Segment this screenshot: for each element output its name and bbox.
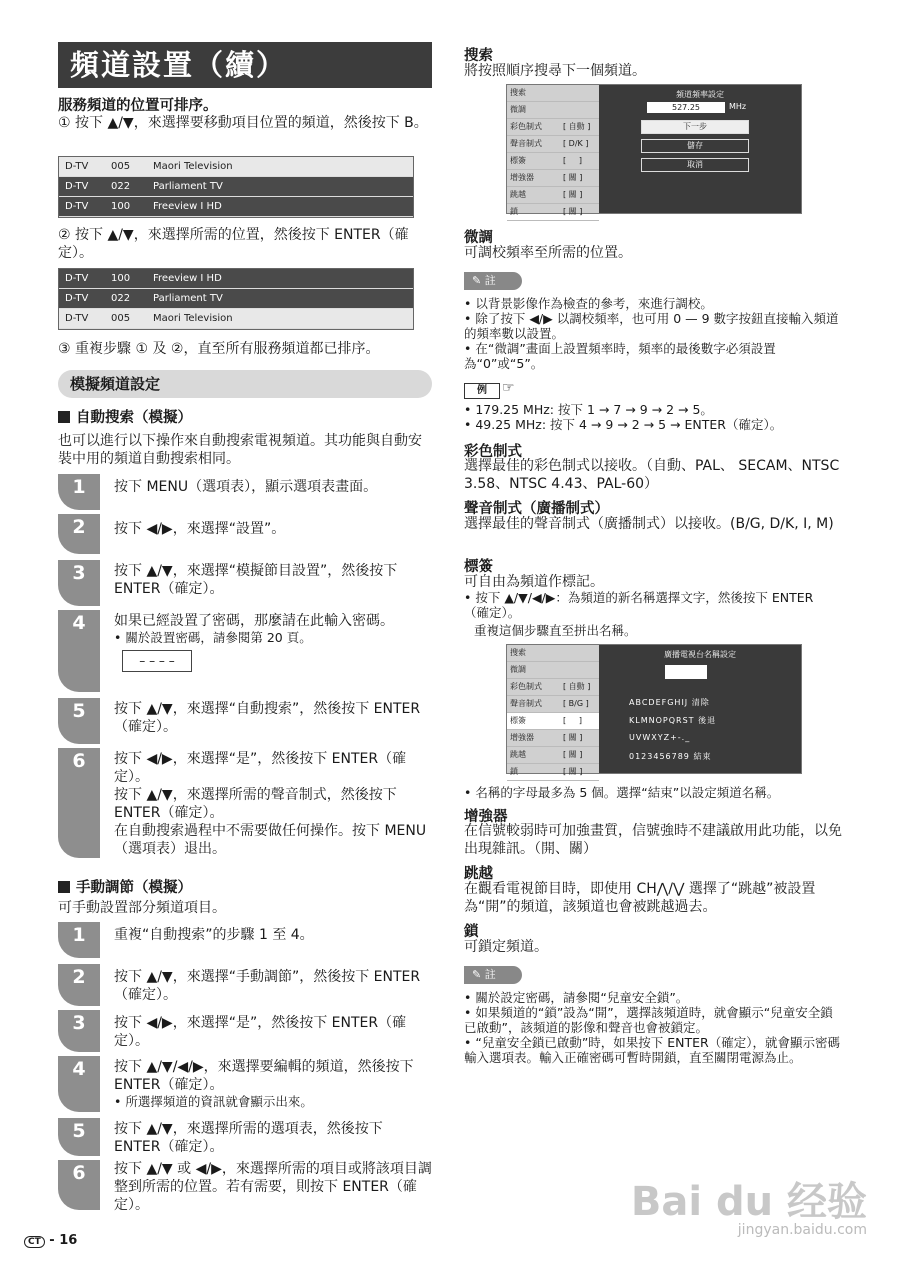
- page-number: 16: [59, 1233, 78, 1248]
- char-row[interactable]: KLMNOPQRST 後退: [629, 716, 717, 725]
- cancel-button[interactable]: 取消: [641, 158, 749, 172]
- color-heading: 彩色制式: [464, 444, 522, 460]
- panel-title: 頻道頻率設定: [676, 90, 724, 99]
- table-row: D-TV 100 Freeview I HD: [59, 197, 413, 217]
- next-button[interactable]: 下一步: [641, 120, 749, 134]
- password-input[interactable]: – – – –: [122, 650, 192, 672]
- manual-step-text: 重複“自動搜索”的步驟 1 至 4。: [114, 927, 314, 943]
- example-tag: 例: [464, 383, 500, 399]
- page-title: 頻道設置（續）: [58, 42, 432, 88]
- menu-item: 標簽 [ ]: [507, 153, 599, 170]
- menu-item: 標簽 [ ]: [507, 713, 599, 730]
- label-heading: 標簽: [464, 559, 493, 575]
- manual-step-text: 按下 ▲/▼，來選擇所需的選項表，然後按下 ENTER（確定）。: [114, 1121, 383, 1155]
- auto-step-text: 按下 MENU（選項表），顯示選項表畫面。: [114, 479, 378, 495]
- manual-step-subnote: • 所選擇頻道的資訊就會顯示出來。: [114, 1094, 313, 1109]
- example-list: • 179.25 MHz: 按下 1 → 7 → 9 → 2 → 5。 • 49.25 MHz: 按下 4 → 9 → 2 → 5 → ENTER（確定）。: [464, 402, 783, 432]
- skip-heading: 跳越: [464, 866, 493, 882]
- step-badge: 1: [58, 922, 100, 958]
- note-tag: ✎ 註: [464, 272, 522, 290]
- watermark-url: jingyan.baidu.com: [737, 1222, 867, 1238]
- table-row: D-TV 022 Parliament TV: [59, 177, 413, 197]
- lock-text: 可鎖定頻道。: [464, 939, 548, 955]
- menu-screenshot-label: [506, 644, 802, 774]
- step-badge: 1: [58, 474, 100, 510]
- step-badge: 3: [58, 1010, 100, 1052]
- step-badge: 4: [58, 610, 100, 692]
- channel-table-before: [58, 156, 414, 218]
- booster-heading: 增強器: [464, 809, 508, 825]
- color-text: 選擇最佳的彩色制式以接收。（自動、PAL、 SECAM、NTSC 3.58、NTSC 4.43、PAL-60）: [464, 458, 840, 492]
- menu-item: 鎖 [ 關 ]: [507, 764, 599, 781]
- menu-item: 聲音制式 [ D/K ]: [507, 136, 599, 153]
- page-footer: CT - 16: [24, 1233, 77, 1248]
- manual-step-text: 按下 ◀/▶，來選擇“是”，然後按下 ENTER（確定）。: [114, 1015, 407, 1049]
- sort-step2: ② 按下 ▲/▼，來選擇所需的位置，然後按下 ENTER（確定）。: [58, 227, 409, 261]
- analog-section-heading: 模擬頻道設定: [58, 370, 432, 398]
- lock-heading: 鎖: [464, 924, 479, 940]
- menu-item: 增強器 [ 關 ]: [507, 170, 599, 187]
- auto-step-subnote: • 關於設置密碼，請參閱第 20 頁。: [114, 630, 312, 645]
- menu-item: 增強器 [ 關 ]: [507, 730, 599, 747]
- manual-step-text: 按下 ▲/▼，來選擇“手動調節”，然後按下 ENTER（確定）。: [114, 969, 421, 1003]
- menu-item: 微調: [507, 662, 599, 679]
- watermark-logo: Bai du 经验: [630, 1179, 867, 1225]
- sort-heading: 服務頻道的位置可排序。: [58, 98, 218, 114]
- table-row: D-TV 100 Freeview I HD: [59, 269, 413, 289]
- auto-step-text: 如果已經設置了密碼，那麼請在此輸入密碼。: [114, 613, 394, 629]
- auto-step-text: 按下 ▲/▼，來選擇“自動搜索”，然後按下 ENTER（確定）。: [114, 701, 421, 735]
- note-list: • 關於設定密碼，請參閱“兒童安全鎖”。 • 如果頻道的“鎖”設為“開”，選擇該頻道時，就會顯示“兒童安全鎖已啟動”，該頻道的影像和聲音也會被鎖定。 • “兒童安全鎖已啟動”時，如果按下 ENTER（確定），就會顯示密碼輸入選項表。輸入正確密碼可暫時開鎖，直至關閉電源為止。: [464, 990, 840, 1065]
- step-badge: 6: [58, 1160, 100, 1210]
- search-heading: 搜索: [464, 48, 493, 64]
- menu-item: 跳越 [ 關 ]: [507, 187, 599, 204]
- step-badge: 4: [58, 1056, 100, 1112]
- name-field[interactable]: [665, 665, 707, 679]
- sound-heading: 聲音制式（廣播制式）: [464, 501, 609, 517]
- menu-item: 聲音制式 [ B/G ]: [507, 696, 599, 713]
- label-limit-note: • 名稱的字母最多為 5 個。選擇“結束”以設定頻道名稱。: [464, 785, 780, 800]
- unit-label: MHz: [729, 102, 747, 111]
- fine-text: 可調校頻率至所需的位置。: [464, 245, 632, 261]
- menu-screenshot-fine-tune: [506, 84, 802, 214]
- step-badge: 2: [58, 514, 100, 554]
- sort-step1: ① 按下 ▲/▼，來選擇要移動項目位置的頻道，然後按下 B。: [58, 115, 428, 131]
- manual-heading: 手動調節（模擬）: [58, 876, 192, 897]
- step-badge: 2: [58, 964, 100, 1006]
- auto-step-text: 按下 ▲/▼，來選擇“模擬節目設置”，然後按下 ENTER（確定）。: [114, 563, 398, 597]
- label-bullet: • 按下 ▲/▼/◀/▶：為頻道的新名稱選擇文字，然後按下 ENTER（確定）。: [464, 590, 814, 620]
- menu-item: 搜索: [507, 85, 599, 102]
- menu-item: 搜索: [507, 645, 599, 662]
- label-repeat: 重複這個步驟直至拼出名稱。: [474, 623, 637, 638]
- panel-title: 廣播電視台名稱設定: [664, 650, 736, 659]
- skip-text: 在觀看電視節目時，即使用 CH⋀/⋁ 選擇了“跳越”被設置為“開”的頻道，該頻道也會被跳越過去。: [464, 881, 816, 915]
- step-badge: 6: [58, 748, 100, 858]
- char-row[interactable]: UVWXYZ+-._: [629, 733, 691, 742]
- booster-text: 在信號較弱時可加強畫質，信號強時不建議啟用此功能，以免出現雜訊。（開、關）: [464, 823, 842, 857]
- note-list: • 以背景影像作為檢查的參考，來進行調校。 • 除了按下 ◀/▶ 以調校頻率，也可用 0 — 9 數字按鈕直接輸入頻道的頻率數以設置。 • 在“微調”畫面上設置頻率時，頻率的最後數字必須設置為“0”或“5”。: [464, 296, 839, 371]
- auto-step-text: 在自動搜索過程中不需要做任何操作。按下 MENU（選項表）退出。: [114, 823, 427, 857]
- search-text: 將按照順序搜尋下一個頻道。: [464, 63, 646, 79]
- frequency-field[interactable]: 527.25: [647, 102, 725, 113]
- channel-table-after: [58, 268, 414, 330]
- manual-step-text: 按下 ▲/▼/◀/▶，來選擇要編輯的頻道，然後按下 ENTER（確定）。: [114, 1059, 414, 1093]
- pointing-hand-icon: ☞: [502, 380, 515, 396]
- sound-text: 選擇最佳的聲音制式（廣播制式）以接收。(B/G, D/K, I, M): [464, 516, 834, 532]
- step-badge: 5: [58, 1118, 100, 1156]
- sort-step3: ③ 重複步驟 ① 及 ②，直至所有服務頻道都已排序。: [58, 341, 380, 357]
- manual-intro: 可手動設置部分頻道項目。: [58, 900, 226, 916]
- table-row: D-TV 022 Parliament TV: [59, 289, 413, 309]
- menu-item: 彩色制式 [ 自動 ]: [507, 119, 599, 136]
- menu-item: 彩色制式 [ 自動 ]: [507, 679, 599, 696]
- menu-item: 跳越 [ 關 ]: [507, 747, 599, 764]
- table-row: D-TV 005 Maori Television: [59, 309, 413, 329]
- auto-search-intro: 也可以進行以下操作來自動搜索電視頻道。其功能與自動安裝中用的頻道自動搜索相同。: [58, 433, 422, 467]
- auto-step-text: 按下 ▲/▼，來選擇所需的聲音制式，然後按下 ENTER（確定）。: [114, 787, 397, 821]
- char-row[interactable]: 0123456789 結束: [629, 752, 712, 761]
- label-text: 可自由為頻道作標記。: [464, 574, 604, 590]
- auto-step-text: 按下 ◀/▶，來選擇“設置”。: [114, 521, 286, 537]
- fine-heading: 微調: [464, 230, 493, 246]
- step-badge: 3: [58, 560, 100, 606]
- auto-step-text: 按下 ◀/▶，來選擇“是”，然後按下 ENTER（確定）。: [114, 751, 407, 785]
- char-row[interactable]: ABCDEFGHIJ 清除: [629, 698, 710, 707]
- menu-item: 鎖 [ 關 ]: [507, 204, 599, 221]
- manual-step-text: 按下 ▲/▼ 或 ◀/▶，來選擇所需的項目或將該項目調整到所需的位置。若有需要，則按下 ENTER（確定）。: [114, 1161, 432, 1213]
- note-tag: ✎ 註: [464, 966, 522, 984]
- menu-item: 微調: [507, 102, 599, 119]
- save-button[interactable]: 儲存: [641, 139, 749, 153]
- region-badge: CT: [24, 1236, 45, 1248]
- table-row: D-TV 005 Maori Television: [59, 157, 413, 177]
- step-badge: 5: [58, 698, 100, 744]
- auto-search-heading: 自動搜索（模擬）: [58, 406, 192, 427]
